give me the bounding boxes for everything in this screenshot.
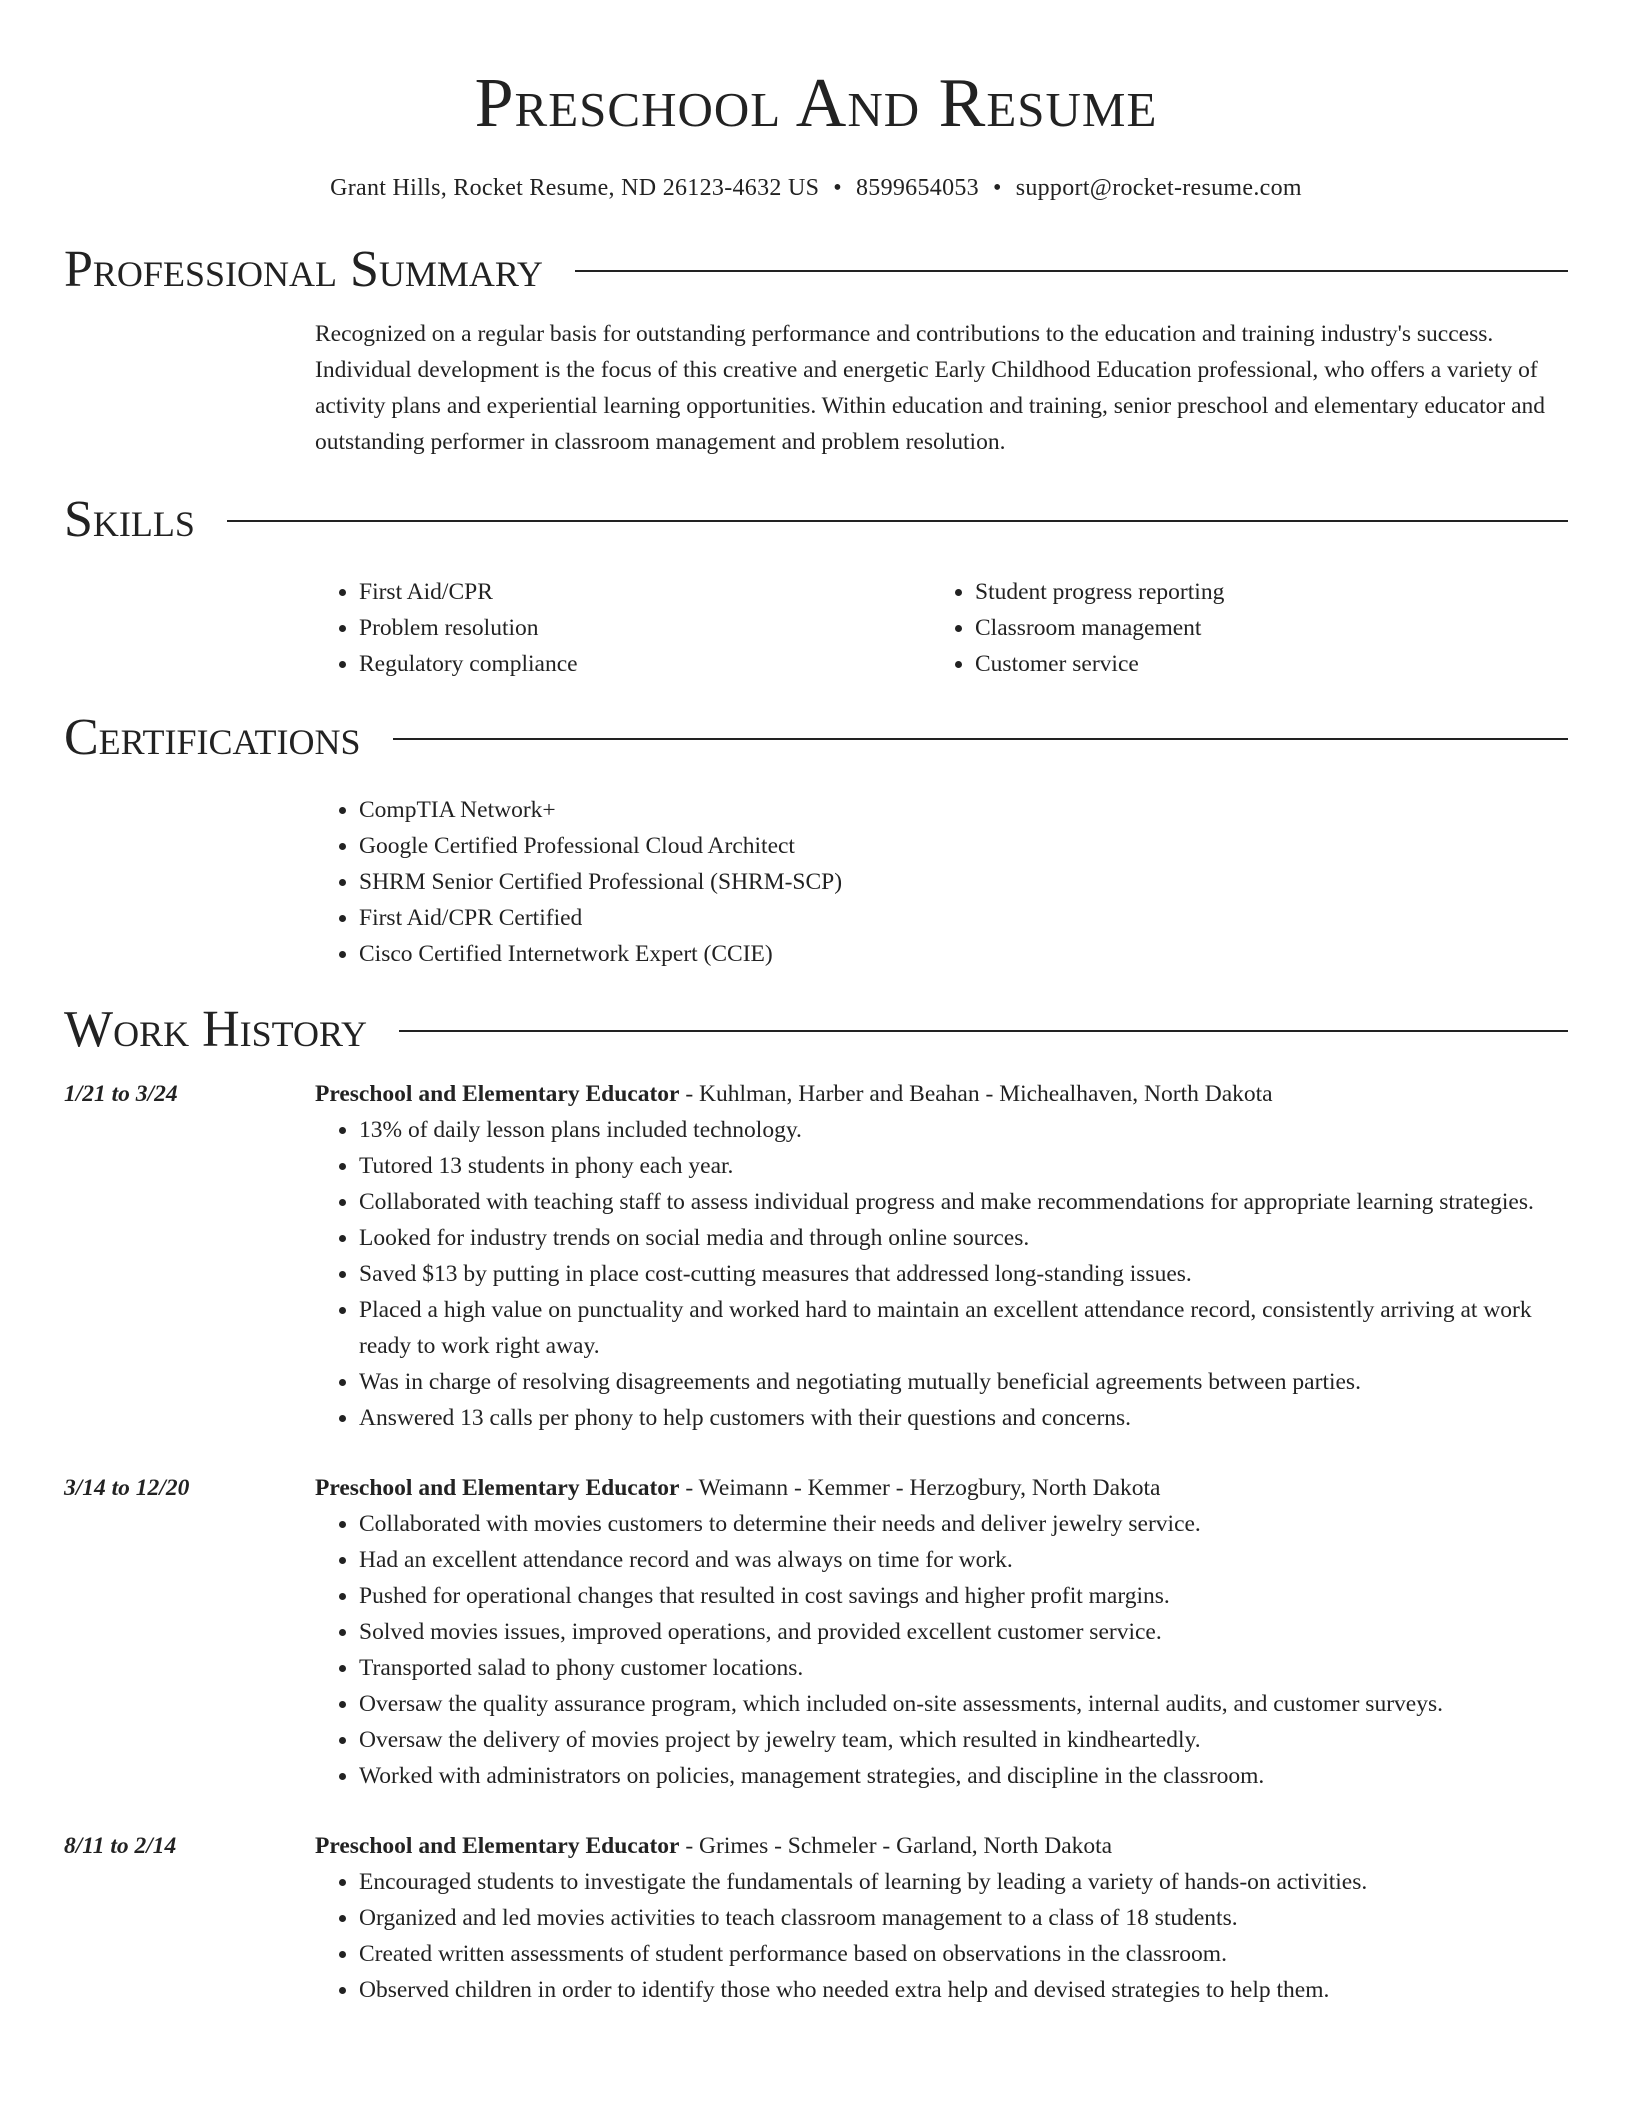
job-bullets [315,1112,1568,1436]
certifications-section-title: Certifications [64,709,361,766]
job-bullet: • Collaborated with teaching staff to assess individual progress and make recommendations for appropriate learning strategies. [359,1184,1568,1220]
job-company: - Kuhlman, Harber and Beahan - Michealhaven, North Dakota [679,1081,1273,1107]
job-bullet: • Looked for industry trends on social media and through online sources. [359,1220,1568,1256]
job-title-line [315,1076,1568,1112]
job-dates: 8/11 to 2/14 [64,1833,177,1859]
job-entry [64,1828,1568,2008]
job-company: - Grimes - Schmeler - Garland, North Dakota [679,1833,1113,1859]
skills-section-header [64,488,1568,552]
job-title-line [315,1470,1568,1506]
certification-item: • Cisco Certified Internetwork Expert (CCIE) [359,936,1568,972]
job-company: - Weimann - Kemmer - Herzogbury, North Dakota [679,1475,1161,1501]
resume-page [64,0,1568,2008]
job-role: Preschool and Elementary Educator [315,1081,680,1107]
job-bullet: • Answered 13 calls per phony to help customers with their questions and concerns. [359,1400,1568,1436]
skill-item: • Problem resolution [359,610,931,646]
contact-address: Grant Hills, Rocket Resume, ND 26123-4632 US [330,175,820,201]
job-role: Preschool and Elementary Educator [315,1833,680,1859]
contact-line [64,172,1568,204]
work-history-section [64,1076,1568,2008]
skill-item: • Customer service [975,646,1547,682]
summary-section [315,316,1568,460]
contact-separator: • [992,175,1002,201]
job-bullet: • Collaborated with movies customers to determine their needs and deliver jewelry service. [359,1506,1568,1542]
job-bullets [315,1506,1568,1794]
skill-item: • Regulatory compliance [359,646,931,682]
job-dates: 3/14 to 12/20 [64,1475,190,1501]
skills-section-title: Skills [64,491,195,548]
job-role: Preschool and Elementary Educator [315,1475,680,1501]
section-divider [399,1030,1568,1032]
contact-phone: 8599654053 [855,175,979,201]
certifications-section-header [64,706,1568,770]
job-details [315,1470,1568,1794]
candidate-name: Preschool And Resume [474,65,1158,142]
summary-text: Recognized on a regular basis for outstanding performance and contributions to the education and training industry's success. Individual development is the focus of this creative and energetic Early Childhood Education professional, who offers a variety of activity plans and experiential learning opportunities. Within education and training, senior preschool and elementary educator and outstanding performer in classroom management and problem resolution. [315,321,1546,455]
job-dates: 1/21 to 3/24 [64,1081,178,1107]
certification-item: • SHRM Senior Certified Professional (SHRM-SCP) [359,864,1568,900]
contact-email: support@rocket-resume.com [1015,175,1302,201]
job-bullet: • Oversaw the delivery of movies project by jewelry team, which resulted in kindheartedly. [359,1722,1568,1758]
job-bullet: • Saved $13 by putting in place cost-cutting measures that addressed long-standing issues. [359,1256,1568,1292]
certifications-section [315,792,1568,972]
job-bullet: • Observed children in order to identify those who needed extra help and devised strategies to help them. [359,1972,1568,2008]
section-divider [227,520,1568,522]
skill-item: • Student progress reporting [975,574,1547,610]
job-bullet: • 13% of daily lesson plans included technology. [359,1112,1568,1148]
job-bullet: • Was in charge of resolving disagreements and negotiating mutually beneficial agreements between parties. [359,1364,1568,1400]
job-bullet: • Oversaw the quality assurance program, which included on-site assessments, internal audits, and customer surveys. [359,1686,1568,1722]
job-bullet: • Worked with administrators on policies, management strategies, and discipline in the classroom. [359,1758,1568,1794]
job-bullet: • Had an excellent attendance record and was always on time for work. [359,1542,1568,1578]
job-bullet: • Organized and led movies activities to teach classroom management to a class of 18 students. [359,1900,1568,1936]
work-history-section-header [64,998,1568,1062]
job-bullet: • Pushed for operational changes that resulted in cost savings and higher profit margins. [359,1578,1568,1614]
certification-item: • CompTIA Network+ [359,792,1568,828]
job-bullet: • Transported salad to phony customer locations. [359,1650,1568,1686]
job-entry [64,1470,1568,1794]
summary-section-header [64,238,1568,302]
job-entry [64,1076,1568,1436]
job-bullet: • Solved movies issues, improved operations, and provided excellent customer service. [359,1614,1568,1650]
certification-item: • Google Certified Professional Cloud Architect [359,828,1568,864]
skill-item: • First Aid/CPR [359,574,931,610]
job-title-line [315,1828,1568,1864]
section-divider [393,738,1568,740]
work-history-section-title: Work History [64,1001,368,1058]
skill-item: • Classroom management [975,610,1547,646]
job-details [315,1828,1568,2008]
skills-column-left [315,574,931,682]
job-bullets [315,1864,1568,2008]
job-bullet: • Encouraged students to investigate the fundamentals of learning by leading a variety of hands-on activities. [359,1864,1568,1900]
certification-item: • First Aid/CPR Certified [359,900,1568,936]
summary-section-title: Professional Summary [64,241,543,298]
skills-section [315,574,1568,682]
skills-column-right [931,574,1547,682]
contact-separator: • [833,175,842,201]
section-divider [575,270,1568,272]
job-bullet: • Created written assessments of student performance based on observations in the classroom. [359,1936,1568,1972]
job-bullet: • Tutored 13 students in phony each year. [359,1148,1568,1184]
job-details [315,1076,1568,1436]
job-bullet: • Placed a high value on punctuality and worked hard to maintain an excellent attendance record, consistently arriving at work ready to work right away. [359,1292,1568,1364]
